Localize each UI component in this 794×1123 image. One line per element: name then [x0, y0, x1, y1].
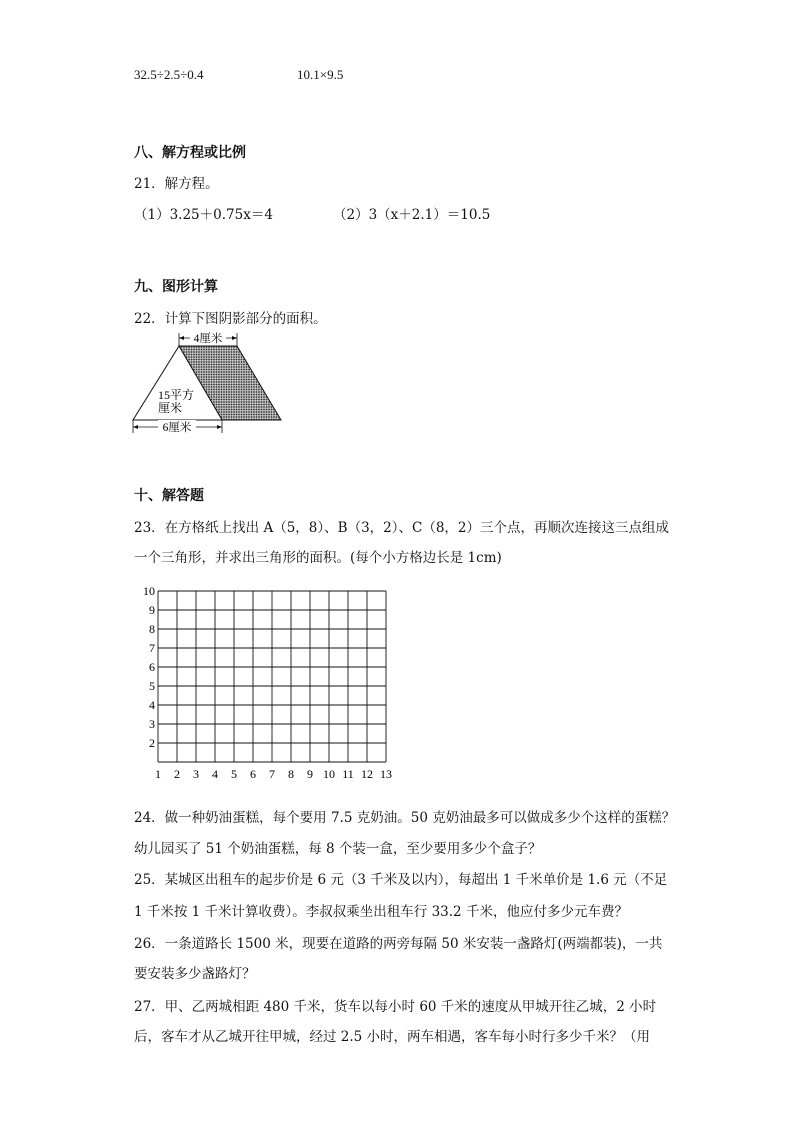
y-tick-label: 4 [149, 698, 155, 712]
question-21: 21．解方程。 [134, 176, 219, 192]
section-heading-10: 十、解答题 [134, 488, 204, 504]
x-tick-label: 7 [269, 767, 275, 781]
y-axis-labels [143, 584, 155, 750]
x-tick-label: 6 [250, 767, 256, 781]
section-heading-9: 九、图形计算 [134, 279, 218, 295]
equation-1: （1）3.25＋0.75x＝4 [134, 207, 273, 223]
x-tick-label: 13 [380, 767, 392, 781]
x-tick-label: 2 [174, 767, 180, 781]
area-label-line1: 15平方 [158, 388, 195, 402]
area-label-line2: 厘米 [158, 401, 183, 415]
question-27-line2: 后，客车才从乙城开往甲城，经过 2.5 小时，两车相遇，客车每小时行多少千米？（用 [134, 1029, 651, 1045]
question-23-line2: 一个三角形，并求出三角形的面积。(每个小方格边长是 1cm) [134, 550, 502, 566]
x-axis-labels [155, 767, 392, 781]
expression-1: 32.5÷2.5÷0.4 [134, 67, 204, 82]
question-23-line1: 23．在方格纸上找出 A（5，8）、B（3，2）、C（8，2）三个点，再顺次连接这三点组成 [134, 520, 670, 536]
x-tick-label: 9 [307, 767, 313, 781]
y-tick-label: 3 [149, 717, 155, 731]
expression-2: 10.1×9.5 [297, 67, 344, 82]
x-tick-label: 11 [342, 767, 354, 781]
x-tick-label: 4 [212, 767, 218, 781]
x-tick-label: 3 [193, 767, 199, 781]
x-tick-label: 10 [323, 767, 335, 781]
y-tick-label: 10 [143, 584, 155, 598]
y-tick-label: 9 [149, 603, 155, 617]
y-tick-label: 5 [149, 679, 155, 693]
y-tick-label: 8 [149, 622, 155, 636]
question-24-line1: 24．做一种奶油蛋糕，每个要用 7.5 克奶油。50 克奶油最多可以做成多少个这样的蛋糕？ [134, 810, 676, 826]
section-heading-8: 八、解方程或比例 [134, 145, 246, 161]
bottom-length-label: 6厘米 [162, 422, 192, 434]
y-tick-label: 2 [149, 736, 155, 750]
grid-lines [158, 591, 386, 762]
coordinate-grid [140, 584, 402, 784]
y-tick-label: 7 [149, 641, 155, 655]
x-tick-label: 5 [231, 767, 237, 781]
question-25-line2: 1 千米按 1 千米计算收费）。李叔叔乘坐出租车行 33.2 千米，他应付多少元车费？ [134, 904, 628, 920]
x-tick-label: 1 [155, 767, 161, 781]
question-25-line1: 25．某城区出租车的起步价是 6 元（3 千米及以内），每超出 1 千米单价是 1.6 元（不足 [134, 872, 668, 888]
top-length-label: 4厘米 [193, 333, 223, 345]
x-tick-label: 8 [288, 767, 294, 781]
question-26-line1: 26．一条道路长 1500 米，现要在道路的两旁每隔 50 米安装一盏路灯(两端都装)，一共 [134, 936, 663, 952]
question-27-line1: 27．甲、乙两城相距 480 千米，货车以每小时 60 千米的速度从甲城开往乙城，2 小时 [134, 999, 657, 1015]
equation-2: （2）3（x＋2.1）＝10.5 [333, 207, 491, 223]
y-tick-label: 6 [149, 660, 155, 674]
x-tick-label: 12 [361, 767, 373, 781]
question-22: 22．计算下图阴影部分的面积。 [134, 311, 327, 327]
question-26-line2: 要安装多少盏路灯？ [134, 966, 256, 982]
question-24-line2: 幼儿园买了 51 个奶油蛋糕，每 8 个装一盒，至少要用多少个盒子？ [134, 841, 542, 857]
shaded-area-figure [128, 326, 290, 438]
